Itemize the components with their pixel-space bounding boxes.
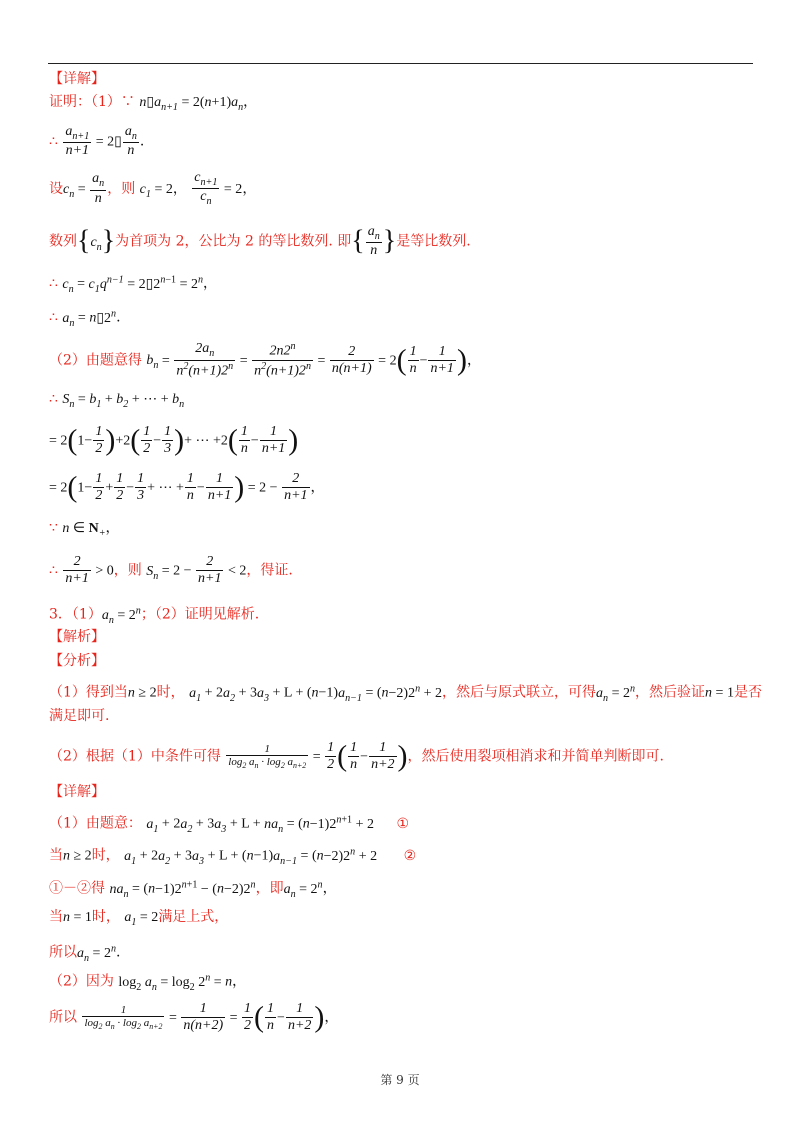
proof-line-5: ∴ $c_n = c_1q^{n-1}$ = $2▯2^{n-1} = 2^n$，: [49, 274, 218, 295]
detail-line-7: 所以 $\frac{1}{\log_2 a_n \cdot \log_2 a_{n+2}}$ = $\frac{1}{n(n+2)}$ = $\frac{1}{2}$ ( $\frac{1}{n}$ − $\frac{1}{n+2}$ )，: [49, 1000, 339, 1034]
proof-line-9: = 2(1− $\frac{1}{2}$ )+2( $\frac{1}{2}$ − $\frac{1}{3}$ )+ ⋯ +2( $\frac{1}{n}$ − $\frac{1}{n+1}$ ): [49, 423, 299, 457]
proof-line-6: ∴ $a_n$ = $n▯2^n$.: [49, 308, 121, 329]
analysis-line-1: （1）得到当n ≥ 2时， $a_1 + 2a_2 + 3a_3 + L + (n-1)a_{n-1} = (n-2)2^n + 2$，然后与原式联立，可得$a_n = 2^n$，然后验证n = 1是否: [49, 683, 762, 704]
section-header-detail-2: 【详解】: [49, 784, 105, 800]
detail-line-5: 所以$a_n = 2^n$.: [49, 943, 121, 964]
proof-line-2: ∴ $\frac{a_{n+1}}{n+1}$ = 2▯ $\frac{a_n}{n}$ .: [49, 124, 145, 159]
detail-line-2: 当n ≥ 2时， $a_1 + 2a_2 + 3a_3 + L + (n-1)a_{n-1} = (n-2)2^n + 2$ ②: [49, 846, 417, 867]
proof-line-11: ∵ n ∈ $N_+$，: [49, 520, 120, 539]
proof-line-4: 数列$\{c_n\}$为首项为 2，公比为 2 的等比数列. 即{ $\frac{a_n}{n}$ }是等比数列.: [49, 224, 471, 259]
page-footer: 第 9 页: [380, 1073, 420, 1087]
section-header-fenxi: 【分析】: [49, 653, 105, 669]
proof-line-3: 设$c_n$ = $\frac{a_n}{n}$ ，则 $c_1 = 2$， $\frac{c_{n+1}}{c_n}$ = 2，: [49, 170, 257, 208]
proof-line-8: ∴ $S_n = b_1 + b_2$ + ⋯ + $b_n$: [49, 391, 185, 410]
q3-answer-line: 3．$(1)a_n = 2^n$；（2）证明见解析.: [49, 605, 260, 626]
detail-line-1: （1）由题意： $a_1 + 2a_2 + 3a_3 + L + na_n = (n-1)2^{n+1} + 2$ ①: [49, 814, 410, 835]
proof-line-1: 证明：（1）∵ $n▯a_{n+1} = 2(n+1)a_n$，: [49, 94, 258, 113]
section-header-analysis: 【解析】: [49, 629, 105, 645]
detail-line-4: 当n = 1时， $a_1 = 2$满足上式，: [49, 909, 229, 928]
detail-line-6: （2）因为 $\log_2 a_n = \log_2 2^n = n$，: [49, 972, 247, 993]
proof-line-12: ∴ $\frac{2}{n+1}$ > 0，则 $S_n = 2$ − $\frac{2}{n+1}$ < 2，得证.: [49, 554, 293, 587]
proof-line-7: （2）由题意得 $b_n$ = $\frac{2a_n}{n^2(n+1)2^n}$ = $\frac{2n2^n}{n^2(n+1)2^n}$ = $\frac{2}{n(n+1)}$ = 2( $\frac{1}{n}$ − $\frac{1}{n+1}$ )，: [49, 341, 481, 379]
top-rule: [48, 63, 753, 64]
detail-line-3: ①－②得 $na_n = (n-1)2^{n+1} - (n-2)2^n$，即$a_n = 2^n$，: [49, 879, 337, 900]
section-header-detail: 【详解】: [49, 71, 105, 87]
analysis-line-1b: 满足即可.: [49, 708, 110, 724]
proof-line-10: = 2(1− $\frac{1}{2}$ + $\frac{1}{2}$ − $\frac{1}{3}$ + ⋯ + $\frac{1}{n}$ − $\frac{1}{n+1}$ ) = 2 − $\frac{2}{n+1}$ ，: [49, 470, 325, 504]
analysis-line-2: （2）根据（1）中条件可得 $\frac{1}{\log_2 a_n \cdot \log_2 a_{n+2}}$ = $\frac{1}{2}$ ( $\frac{1}{n}$ − $\frac{1}{n+2}$ )，然后使用裂项相消求和并简单判断即可.: [49, 739, 664, 773]
